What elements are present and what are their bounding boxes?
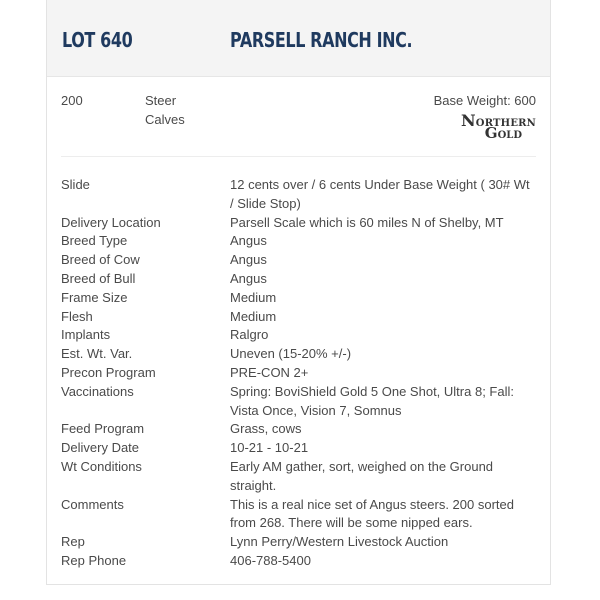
northern-gold-logo: [460, 111, 536, 142]
detail-row-delivery-location: [47, 214, 550, 233]
detail-value: Angus: [230, 252, 267, 268]
logo-g: G: [484, 124, 498, 142]
section-divider: [61, 156, 536, 157]
detail-value: This is a real nice set of Angus steers. 200 sorted from 268. There will be some nipped ears.: [230, 496, 514, 531]
logo-n: N: [460, 111, 476, 130]
detail-row-implants: [47, 326, 550, 345]
detail-value: Angus: [230, 233, 267, 249]
seller-name: PARSELL RANCH INC.: [230, 28, 413, 52]
detail-value: 12 cents over / 6 cents Under Base Weight ( 30# Wt / Slide Stop): [230, 177, 530, 211]
detail-row-rep: [47, 533, 550, 552]
detail-row-flesh: [47, 308, 550, 327]
logo-gold: [485, 124, 522, 142]
detail-label: Est. Wt. Var.: [61, 346, 133, 362]
detail-label: Breed Type: [61, 233, 128, 249]
detail-row-vaccinations: [47, 383, 550, 421]
detail-row-est-wt-var: [47, 345, 550, 364]
lot-details: [47, 176, 550, 571]
detail-row-slide: [47, 176, 550, 214]
detail-label: Rep Phone: [61, 552, 127, 568]
detail-value: Angus: [230, 270, 267, 286]
detail-label: Wt Conditions: [61, 458, 142, 474]
detail-value: Uneven (15-20% +/-): [230, 346, 352, 362]
logo-old: OLD: [497, 130, 522, 141]
detail-value: Spring: BoviShield Gold 5 One Shot, Ultra 8; Fall: Vista Once, Vision 7, Somnus: [230, 383, 514, 418]
detail-value: Medium: [230, 289, 277, 305]
detail-label: Vaccinations: [61, 383, 134, 399]
detail-value: Early AM gather, sort, weighed on the Ground straight.: [230, 458, 494, 493]
detail-row-precon-program: [47, 364, 550, 383]
detail-label: Delivery Date: [61, 440, 140, 456]
detail-row-breed-of-cow: [47, 251, 550, 270]
detail-row-frame-size: [47, 289, 550, 308]
detail-value: Lynn Perry/Western Livestock Auction: [230, 534, 449, 550]
cattle-kind-line1: Steer: [145, 93, 177, 108]
detail-label: Comments: [61, 496, 124, 512]
cattle-kind: [145, 91, 205, 129]
detail-label: Delivery Location: [61, 214, 161, 230]
detail-label: Precon Program: [61, 364, 156, 380]
detail-row-rep-phone: [47, 552, 550, 571]
detail-value: 406-788-5400: [230, 552, 311, 568]
detail-row-breed-type: [47, 232, 550, 251]
detail-row-delivery-date: [47, 439, 550, 458]
detail-value: Ralgro: [230, 327, 269, 343]
lot-summary: [47, 77, 550, 157]
detail-label: Feed Program: [61, 421, 145, 437]
detail-label: Implants: [61, 327, 111, 343]
detail-row-breed-of-bull: [47, 270, 550, 289]
cattle-kind-line2: Calves: [145, 112, 185, 127]
detail-label: Breed of Bull: [61, 270, 136, 286]
base-weight: Base Weight: 600: [433, 93, 536, 108]
detail-label: Breed of Cow: [61, 252, 140, 268]
logo-orthern: ORTHERN: [475, 118, 536, 129]
detail-value: Grass, cows: [230, 421, 302, 437]
detail-value: Medium: [230, 308, 277, 324]
detail-label: Flesh: [61, 308, 93, 324]
detail-label: Rep: [61, 534, 85, 550]
lot-card: [46, 0, 551, 585]
detail-label: Slide: [61, 177, 90, 192]
detail-row-feed-program: [47, 420, 550, 439]
detail-value: Parsell Scale which is 60 miles N of Shelby, MT: [230, 214, 504, 230]
lot-number: LOT 640: [62, 28, 133, 52]
detail-value: 10-21 - 10-21: [230, 440, 309, 456]
head-count: 200: [61, 93, 83, 108]
detail-row-comments: [47, 496, 550, 534]
detail-label: Frame Size: [61, 289, 128, 305]
lot-header: [47, 0, 550, 77]
detail-value: PRE-CON 2+: [230, 364, 309, 380]
detail-row-wt-conditions: [47, 458, 550, 496]
